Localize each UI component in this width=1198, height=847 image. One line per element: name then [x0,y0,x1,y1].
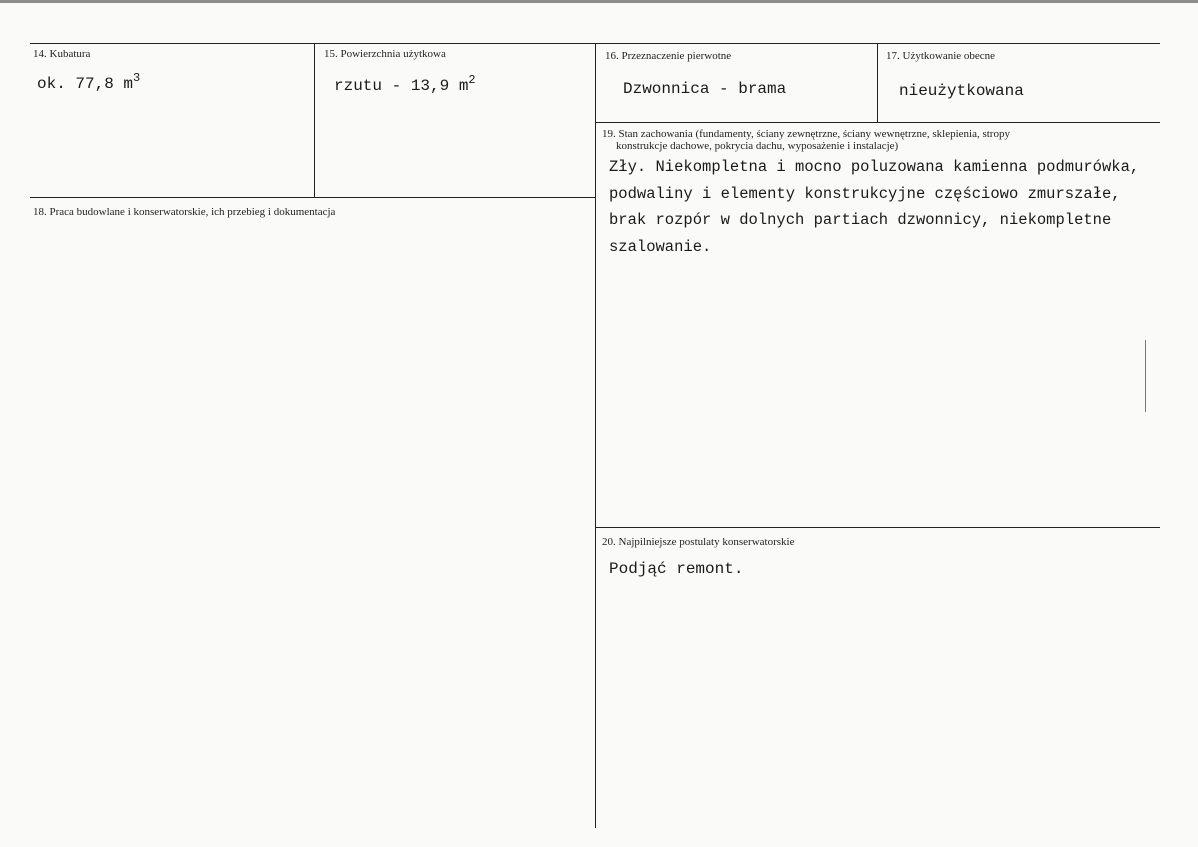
uzytkowanie-label: 17. Użytkowanie obecne [886,50,996,62]
divider-16-17 [877,43,878,122]
prace-budowlane-label: 18. Praca budowlane i konserwatorskie, ich przebieg i dokumentacja [33,206,336,218]
przeznaczenie-value: Dzwonnica - brama [623,80,787,98]
powierzchnia-label: 15. Powierzchnia użytkowa [324,48,446,60]
powierzchnia-value: rzutu - 13,9 $m^2$ [334,73,476,95]
kubatura-value: ok. 77,8 $m^3$ [37,71,141,93]
przeznaczenie-label: 16. Przeznaczenie pierwotne [605,50,732,62]
divider-14-15 [314,43,315,197]
stan-zachowania-label-line2: konstrukcje dachowe, pokrycia dachu, wyposażenie i instalacje) [616,140,899,152]
stan-line: brak rozpór w dolnych partiach dzwonnicy, niekompletne [609,211,1112,229]
postulaty-value: Podjąć remont. [609,560,744,578]
postulaty-label: 20. Najpilniejsze postulaty konserwatorskie [602,536,795,548]
stan-line: Zły. Niekompletna i mocno poluzowana kamienna podmurówka, [609,158,1140,176]
scan-top-edge [0,0,1198,3]
stan-zachowania-label-line1: 19. Stan zachowania (fundamenty, ściany zewnętrzne, ściany wewnętrzne, sklepienia, stropy [602,128,1010,140]
stan-zachowania-text [609,154,1139,260]
rule-14-18 [30,197,595,198]
rule-17-19 [595,122,1160,123]
stan-line: podwaliny i elementy konstrukcyjne częściowo zmurszałe, [609,184,1121,203]
kubatura-label: 14. Kubatura [33,48,91,60]
margin-mark [1145,340,1146,412]
stan-zachowania-label [602,128,1142,152]
stan-line: szalowanie. [609,237,712,256]
rule-19-20 [595,527,1160,528]
uzytkowanie-value: nieużytkowana [899,82,1024,100]
center-divider [595,43,596,828]
